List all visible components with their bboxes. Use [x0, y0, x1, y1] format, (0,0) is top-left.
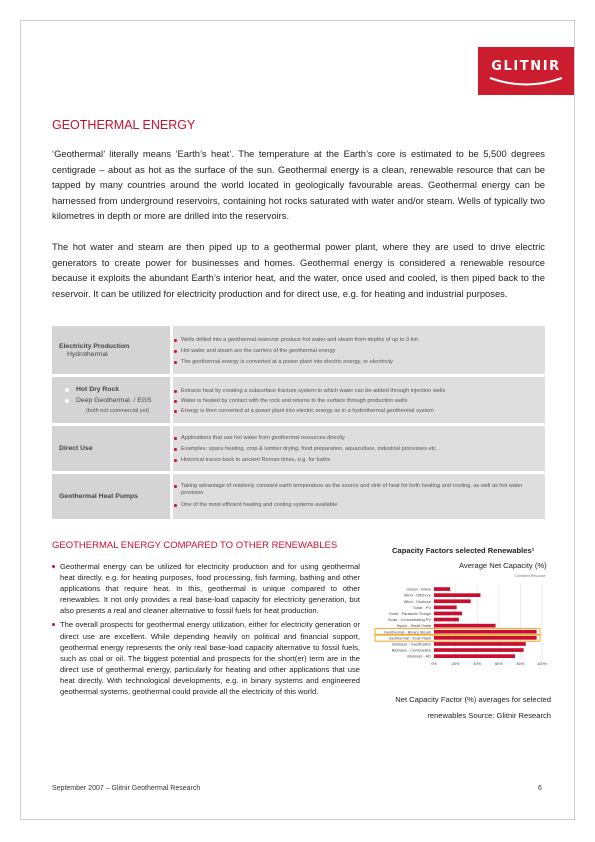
chart-bar — [434, 630, 537, 634]
chart-bar — [434, 642, 526, 646]
row-item: Hot Dry Rock — [76, 386, 120, 393]
table-bullet: Hot water and steam are the carriers of the geothermal energy — [181, 348, 336, 354]
table-row — [52, 326, 545, 374]
chart-bar — [434, 612, 462, 616]
table-row-description-cell — [173, 326, 545, 374]
table-row — [52, 377, 545, 423]
subsection-heading: GEOTHERMAL ENERGY COMPARED TO OTHER RENEWABLES — [52, 540, 338, 551]
table-bullet: Extracts heat by creating a subsurface fracture system to which water can be added through injection wells — [181, 388, 446, 394]
row-title: Direct Use — [59, 445, 93, 452]
page-footer: September 2007 – Glitnir Geothermal Research — [52, 785, 201, 792]
category-label: Solar - Concentrating PV — [387, 617, 431, 623]
table-row-label-cell — [52, 326, 170, 374]
chart-bar — [434, 606, 457, 610]
table-row-label-cell — [52, 426, 170, 471]
table-bullet: Historical traces back to ancient Roman times, e.g. for baths — [181, 457, 331, 463]
category-label: Biomass - Gasification — [392, 641, 431, 647]
x-tick-label: 60% — [494, 661, 503, 667]
category-label: Wind - Offshore — [403, 592, 431, 598]
second-paragraph: The hot water and steam are then piped up to a geothermal power plant, where they are used to drive electric generators to create power for businesses and homes. Geothermal energy is considered a renewable resource because it exploits the abundant Earth’s interior heat, and the water, once used and cooled, is then piped back to the reservoir. It can be utilized for electricity production and for direct use, e.g. for heating and industrial purposes. — [52, 241, 545, 299]
table-bullet: Wells drilled into a geothermal reservoir produce hot water and steam from depths of up to 3 km — [181, 337, 419, 343]
chart-bar — [434, 636, 537, 640]
table-row-description-cell — [173, 426, 545, 471]
table-row-label-cell — [52, 377, 170, 423]
category-label: Biomass - AD — [407, 653, 431, 659]
chart-caption: Net Capacity Factor (%) averages for selected renewables Source: Glitnir Research — [395, 695, 551, 720]
chart-legend — [515, 574, 546, 578]
row-title: Geothermal Heat Pumps — [59, 493, 138, 500]
table-bullet: The geothermal energy is converted at a power plant into electric energy, or electricity — [181, 359, 393, 365]
row-title: Electricity Production — [59, 343, 130, 350]
category-label: Geothermal - Binary Steam — [383, 629, 431, 635]
category-label: Solar - PV — [413, 604, 431, 610]
table-bullet: Energy is then converted at a power plant into electric energy as in a hydrothermal geothermal system — [181, 408, 434, 414]
table-bullet: One of the most efficient heating and cooling systems available — [181, 502, 338, 508]
x-tick-label: 0% — [431, 661, 437, 667]
category-label: Geothermal - Dual Flash — [388, 635, 431, 641]
renewables-bullet-list — [52, 561, 360, 700]
chart-subtitle: Average Net Capacity (%) — [459, 561, 547, 570]
section-heading: GEOTHERMAL ENERGY — [52, 118, 196, 132]
category-label: Wind - Onshore — [403, 598, 431, 604]
table-bullet: Examples: space heating, crop & lumber drying, food preparation, aquaculture, industrial processes etc. — [181, 446, 438, 452]
table-row-label-cell — [52, 474, 170, 519]
chart-bar — [434, 593, 480, 597]
chart-bar — [434, 587, 450, 591]
white-bullet-icon — [65, 388, 69, 392]
table-bullet: Water is heated by contact with the rock and returns to the surface through production wells — [181, 398, 408, 404]
row-note: (both not commercial yet) — [86, 408, 150, 414]
x-tick-label: 20% — [451, 661, 460, 667]
category-label: Hydro - Small Scale — [396, 623, 431, 629]
chart-title: Capacity Factors selected Renewables¹ — [392, 546, 535, 555]
chart-bar — [434, 654, 515, 658]
table-row-description-cell — [173, 377, 545, 423]
list-item: Geothermal energy can be utilized for electricity production and for using geothermal heat directly, e.g. for heating purposes, food processing, fish farming, bathing and other applications that require heat. In this, geothermal is unique compared to other renewables. It not only provides a real base-load capacity for electricity generation, but also presents a real and cleaner alternative to fossil fuels for heat production. — [52, 561, 360, 616]
glitnir-logo — [478, 47, 574, 95]
chart-bar — [434, 618, 459, 622]
table-row — [52, 474, 545, 519]
list-item: The overall prospects for geothermal energy utilization, either for electricity generation or direct use are excellent. While depending heavily on political and financial support, geothermal energy represents the only real base-load capacity alternative to fossil fuels, such as coal or oil. The biggest potential and prospects for the short(er) term are in the direct use of geothermal energy, particularly for heating and other applications that use heat directly. With technological developments, e.g. in binary systems and engineered geothermal systems, geothermal could provide all the electricity of this world. — [52, 619, 360, 697]
x-tick-label: 80% — [516, 661, 525, 667]
logo-swoosh-icon — [488, 75, 564, 89]
logo-text: GLITNIR — [491, 59, 561, 74]
category-label: Biomass - Combustion — [391, 647, 431, 653]
row-subtitle: Hydrothermal — [67, 351, 108, 358]
chart-bar — [434, 599, 471, 603]
x-tick-label: 100% — [537, 661, 547, 667]
category-label: Solar - Parabolic Trough — [389, 611, 431, 616]
table-row-description-cell — [173, 474, 545, 519]
chart-bar — [434, 648, 524, 652]
table-bullet: Taking advantage of relatively constant earth temperature as the source and sink of heat for both heating and cooling, as well as hot water provision — [181, 483, 536, 497]
row-item: Deep Geothermal. / EGS — [76, 397, 152, 404]
chart-bar — [434, 624, 496, 628]
table-row — [52, 426, 545, 471]
page-number: 6 — [538, 785, 542, 792]
legend-entry: Combined Resource — [514, 574, 546, 578]
x-tick-label: 40% — [473, 661, 482, 667]
intro-paragraph: ‘Geothermal’ literally means ‘Earth’s heat’. The temperature at the Earth’s core is estimated to be 5,500 degrees centigrade – about as hot as the surface of the sun. Geothermal energy is a clean, renewable resource that can be tapped by many countries around the world located in geologically favourable areas. Geothermal energy can be harnessed from underground reservoirs, containing hot rocks saturated with water and/or steam. Wells of typically two kilometres in depth or more are drilled into the reservoirs. — [52, 148, 545, 222]
category-label: Ocean - Wave — [406, 586, 431, 592]
white-bullet-icon — [65, 399, 69, 403]
table-bullet: Applications that use hot water from geothermal resources directly — [181, 435, 345, 441]
capacity-factor-chart — [374, 571, 549, 689]
